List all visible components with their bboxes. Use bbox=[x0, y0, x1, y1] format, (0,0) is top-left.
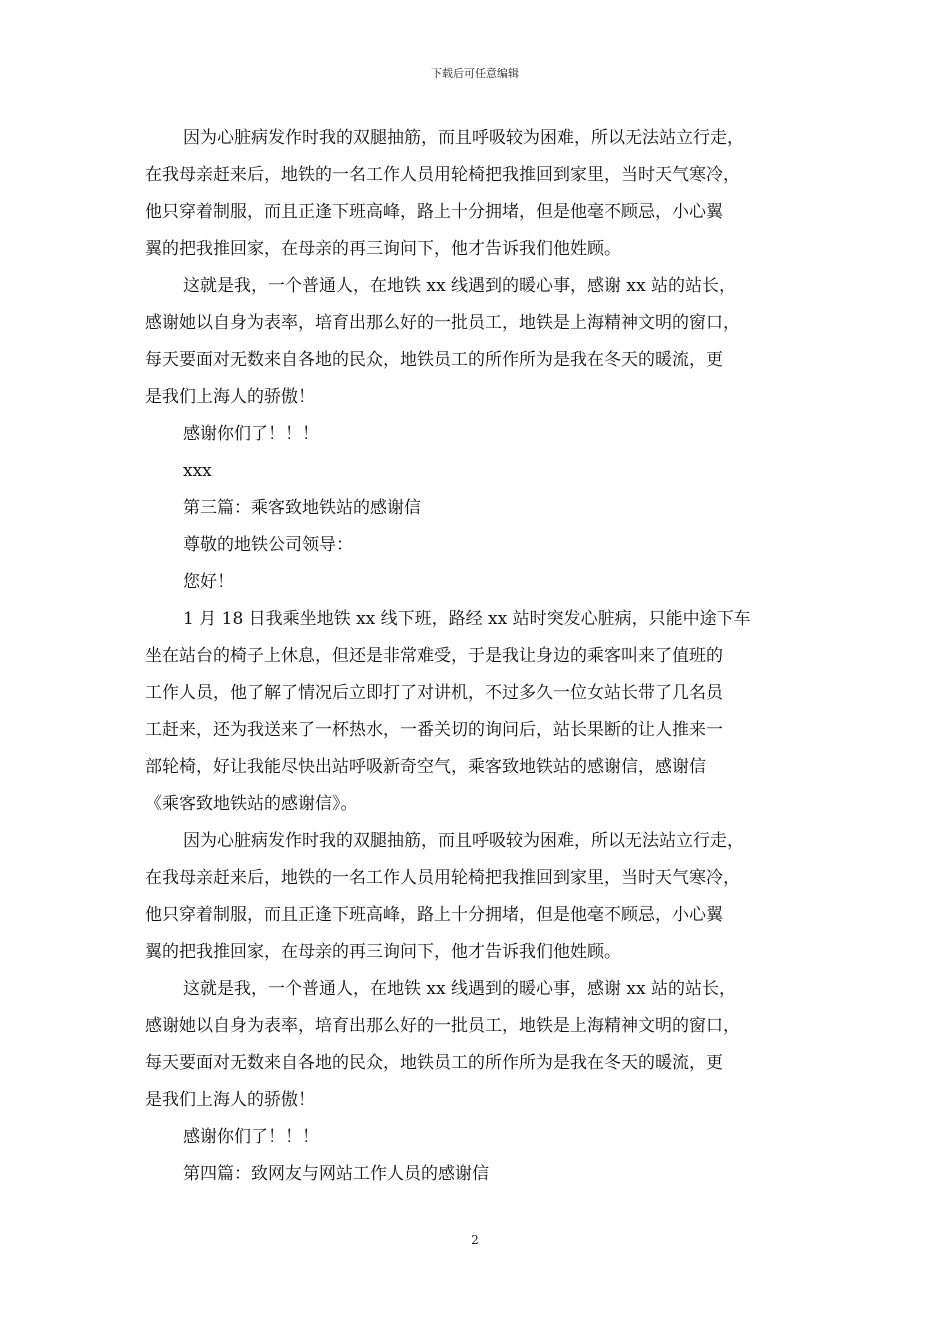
text-line: xxx bbox=[183, 461, 212, 481]
text-line: 部轮椅，好让我能尽快出站呼吸新奇空气，乘客致地铁站的感谢信，感谢信 bbox=[145, 757, 706, 777]
text-line: 是我们上海人的骄傲！ bbox=[145, 1090, 315, 1110]
page-number: 2 bbox=[471, 1233, 479, 1247]
text-line: 第四篇：致网友与网站工作人员的感谢信 bbox=[183, 1164, 489, 1184]
text-line: 感谢你们了！！！ bbox=[183, 424, 319, 444]
text-line: 坐在站台的椅子上休息，但还是非常难受，于是我让身边的乘客叫来了值班的 bbox=[145, 646, 723, 666]
text-line: 因为心脏病发作时我的双腿抽筋，而且呼吸较为困难，所以无法站立行走， bbox=[183, 831, 744, 851]
text-line: 第三篇：乘客致地铁站的感谢信 bbox=[183, 498, 421, 518]
text-line: 是我们上海人的骄傲！ bbox=[145, 387, 315, 407]
text-line: 感谢她以自身为表率，培育出那么好的一批员工，地铁是上海精神文明的窗口， bbox=[145, 1016, 740, 1036]
text-line: 每天要面对无数来自各地的民众，地铁员工的所作所为是我在冬天的暖流，更 bbox=[145, 350, 723, 370]
page-header: 下载后可任意编辑 bbox=[431, 67, 519, 80]
text-line: 您好！ bbox=[183, 572, 234, 592]
text-line: 感谢你们了！！！ bbox=[183, 1127, 319, 1147]
text-line: 工作人员，他了解了情况后立即打了对讲机，不过多久一位女站长带了几名员 bbox=[145, 683, 723, 703]
text-line: 他只穿着制服，而且正逢下班高峰，路上十分拥堵，但是他毫不顾忌，小心翼 bbox=[145, 202, 723, 222]
text-line: 因为心脏病发作时我的双腿抽筋，而且呼吸较为困难，所以无法站立行走， bbox=[183, 128, 744, 148]
text-line: 工赶来，还为我送来了一杯热水，一番关切的询问后，站长果断的让人推来一 bbox=[145, 720, 723, 740]
text-line: 在我母亲赶来后，地铁的一名工作人员用轮椅把我推回到家里，当时天气寒冷， bbox=[145, 165, 740, 185]
text-line: 1 月 18 日我乘坐地铁 xx 线下班，路经 xx 站时突发心脏病，只能中途下车 bbox=[183, 609, 751, 629]
text-line: 每天要面对无数来自各地的民众，地铁员工的所作所为是我在冬天的暖流，更 bbox=[145, 1053, 723, 1073]
text-line: 《乘客致地铁站的感谢信》。 bbox=[145, 794, 358, 814]
text-line: 翼的把我推回家，在母亲的再三询问下，他才告诉我们他姓顾。 bbox=[145, 942, 621, 962]
text-line: 在我母亲赶来后，地铁的一名工作人员用轮椅把我推回到家里，当时天气寒冷， bbox=[145, 868, 740, 888]
text-line: 这就是我，一个普通人，在地铁 xx 线遇到的暖心事，感谢 xx 站的站长， bbox=[183, 276, 736, 296]
text-line: 感谢她以自身为表率，培育出那么好的一批员工，地铁是上海精神文明的窗口， bbox=[145, 313, 740, 333]
document-body bbox=[145, 120, 815, 1193]
text-line: 翼的把我推回家，在母亲的再三询问下，他才告诉我们他姓顾。 bbox=[145, 239, 621, 259]
text-line: 尊敬的地铁公司领导： bbox=[183, 535, 353, 555]
text-line: 这就是我，一个普通人，在地铁 xx 线遇到的暖心事，感谢 xx 站的站长， bbox=[183, 979, 736, 999]
text-line: 他只穿着制服，而且正逢下班高峰，路上十分拥堵，但是他毫不顾忌，小心翼 bbox=[145, 905, 723, 925]
